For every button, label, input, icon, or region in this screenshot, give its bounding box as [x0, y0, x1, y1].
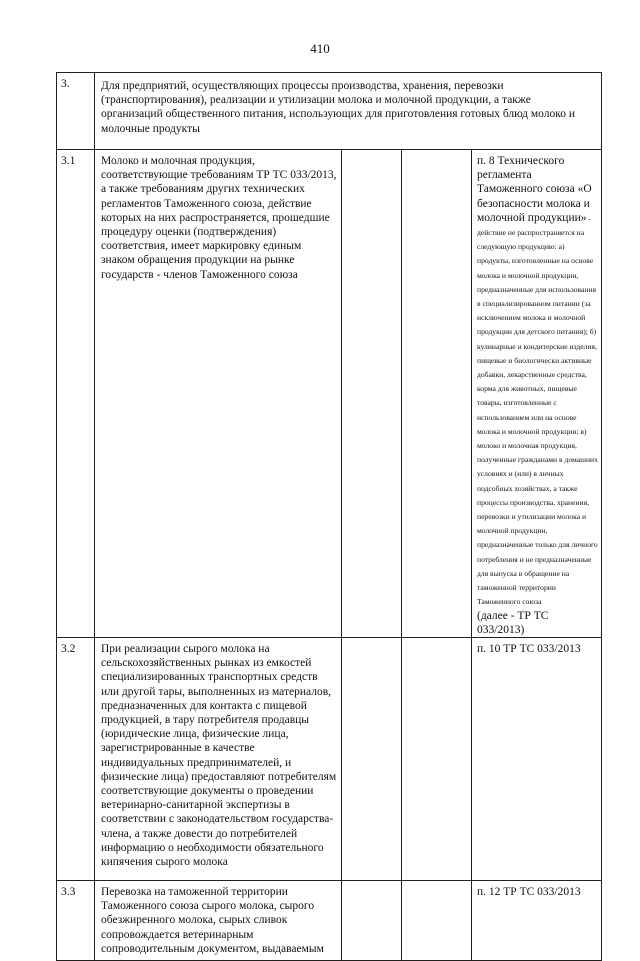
page-number: 410 — [310, 41, 330, 56]
table-row — [57, 880, 602, 960]
empty-cell — [402, 637, 472, 880]
section-title: Для предприятий, осуществляющих процессы производства, хранения, перевозки (транспортирования), реализации и утилизации молока и молочной продукции, а также организаций общественного питания, использующих для приготовления готовых блюд молоко и молочные продукты — [95, 73, 602, 150]
empty-cell — [402, 150, 472, 638]
reference-main: п. 8 Технического регламента Таможенного союза «О безопасности молока и молочной продукции» — [477, 155, 592, 224]
row-number: 3.3 — [57, 880, 95, 960]
reference-cell — [472, 150, 602, 638]
table-row — [57, 637, 602, 880]
requirements-table — [56, 72, 602, 961]
reference-tail: (далее - ТР ТС 033/2013) — [477, 609, 549, 636]
reference-cell: п. 10 ТР ТС 033/2013 — [472, 637, 602, 880]
reference-cell: п. 12 ТР ТС 033/2013 — [472, 880, 602, 960]
empty-cell — [342, 150, 402, 638]
section-number: 3. — [57, 73, 95, 150]
section-header-row — [57, 73, 602, 150]
empty-cell — [342, 880, 402, 960]
empty-cell — [342, 637, 402, 880]
requirement-text: Молоко и молочная продукция, соответствующие требованиям ТР ТС 033/2013, а также требованиям других технических регламентов Таможенного союза, действие которых на них распространяется, прошедшие процедуру оценки (подтверждения) соответствия, имеет маркировку единым знаком обращения продукции на рынке государств - членов Таможенного союза — [95, 150, 342, 638]
empty-cell — [402, 880, 472, 960]
requirement-text: При реализации сырого молока на сельскохозяйственных рынках из емкостей специализированных транспортных средств или другой тары, выполненных из материалов, предназначенных для контакта с пищевой продукцией, в тару потребителя продавцы (юридические лица, физические лица, зарегистрированные в качестве индивидуальных предпринимателей, и физические лица) предоставляют потребителям соответствующие документы о проведении ветеринарно-санитарной экспертизы в соответствии с законодательством государства-члена, а также довести до потребителей информацию о необходимости обязательного кипячения сырого молока — [95, 637, 342, 880]
reference-note: - действие не распространяется на следующую продукцию: а) продукты, изготовленные на основе молока и молочной продукции, предназначенные для использования в специализированном питании (за исключением молока и молочной продукции для детского питания); б) кулинарные и кондитерские изделия, пищевые и биологически активные добавки, лекарственные средства, корма для животных, пищевые товары, изготовленные с использованием или на основе молока и молочной продукции; в) молоко и молочная продукция, полученные гражданами в домашних условиях и (или) в личных подсобных хозяйствах, а также процессы производства, хранения, перевозки и утилизации молока и молочной продукции, предназначенные только для личного потребления и не предназначенные для выпуска в обращение на таможенной территории Таможенного союза — [477, 213, 598, 607]
table-row — [57, 150, 602, 638]
row-number: 3.2 — [57, 637, 95, 880]
requirement-text: Перевозка на таможенной территории Таможенного союза сырого молока, сырого обезжиренного молока, сырых сливок сопровождается ветеринарным сопроводительным документом, выдаваемым — [95, 880, 342, 960]
row-number: 3.1 — [57, 150, 95, 638]
